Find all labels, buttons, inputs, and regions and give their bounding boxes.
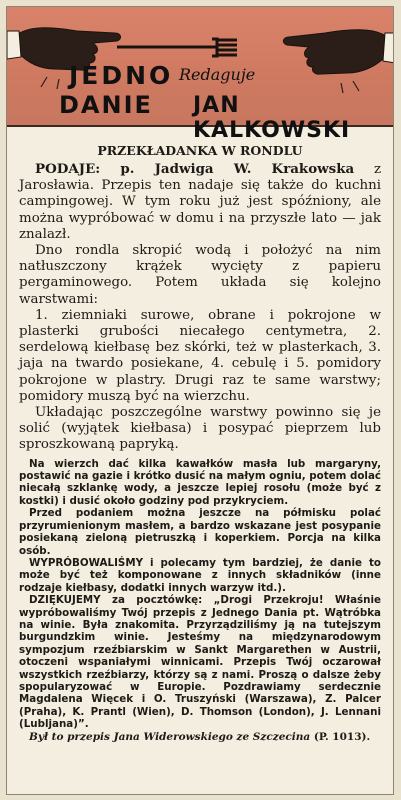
- intro-paragraph: [19, 161, 381, 243]
- pointing-hand-right-icon: [283, 30, 394, 74]
- tested-text: i polecamy tym bardziej, że danie to może być też komponowane z innych składników (inne rodzaje kiełbasy, dodatki innych warzyw itd.).: [19, 556, 381, 594]
- paragraph-base: Dno rondla skropić wodą i położyć na nim natłuszczony krążek wycięty z papieru pergaminowego. Potem układa się kolejno warstwami:: [19, 243, 381, 307]
- header-editor-name: JAN KALKOWSKI: [193, 93, 351, 143]
- signature-code: (P. 1013).: [313, 730, 371, 743]
- newspaper-clipping: [6, 6, 394, 795]
- header-title-line1: JEDNO: [69, 61, 174, 90]
- article-body: [7, 127, 393, 743]
- thanks-lead: DZIĘKUJEMY: [29, 594, 101, 607]
- signature-text: Był to przepis Jana Widerowskiego ze Szczecina: [29, 730, 311, 743]
- intro-lead: PODAJE: p. Jadwiga W. Krakowska: [35, 161, 355, 177]
- header-editor-label: Redaguje: [179, 65, 256, 84]
- fork-icon: [117, 39, 237, 56]
- signature: [19, 731, 381, 744]
- thanks-text: za pocztówkę: „Drogi Przekroju! Właśnie wypróbowaliśmy Twój przepis z Jednego Dania pt. Wątróbka na winie. Była znakomita. Przyrządziliśmy ją na tutejszym burgundzkim winie. Jesteśmy na międzynarodowym sympozjum rzeźbiarskim w Sankt Margarethen w Austrii, otoczeni wspaniałymi winnicami. Przepis Twój oczarował wszystkich rzeźbiarzy, którzy są z nami. Proszą o dalsze żeby spopularyzować w Europie. Pozdrawiamy serdecznie Magdalena Więcek i O. Truszyński (Warszawa), Z. Palcer (Praha), K. Prantl (Wien), D. Thomson (London), J. Lennani (Lubljana)”.: [19, 594, 382, 731]
- column-header: [7, 7, 393, 143]
- tested-lead: WYPRÓBOWALIŚMY: [29, 556, 144, 569]
- paragraph-tested: [19, 557, 381, 594]
- paragraph-cooking: Na wierzch dać kilka kawałków masła lub margaryny, postawić na gazie i krótko dusić na małym ogniu, potem dolać niecałą szklankę wody, a jeszcze lepiej rosołu (może być z kostki) i dusić około godziny pod przykryciem.: [19, 457, 381, 507]
- paragraph-seasoning: Układając poszczególne warstwy powinno się je solić (wyjątek kiełbasa) i posypać pieprzem lub sproszkowaną papryką.: [19, 405, 381, 453]
- intro-text: z Jarosławia. Przepis ten nadaje się także do kuchni campingowej. W tym roku już jest spóźniony, ale można wypróbować w domu i na przyszłe lato — jak znalazł.: [19, 162, 381, 242]
- paragraph-thanks: [19, 594, 381, 730]
- header-title-line2: DANIE: [59, 91, 153, 119]
- paragraph-layers: 1. ziemniaki surowe, obrane i pokrojone w plasterki grubości niecałego centymetra, 2. serdelową kiełbasę bez skórki, też w plasterkach, 3. jaja na twardo posiekane, 4. cebulę i 5. pomidory pokrojone w plastry. Drugi raz te same warstwy; pomidory muszą być na wierzchu.: [19, 307, 381, 404]
- recipe-title: PRZEKŁADANKA W RONDLU: [97, 143, 303, 158]
- paragraph-serving: Przed podaniem można jeszcze na półmisku polać przyrumienionym masłem, a bardzo wskazane jest posypanie posiekaną zieloną pietruszką i koperkiem. Porcja na kilka osób.: [19, 507, 381, 557]
